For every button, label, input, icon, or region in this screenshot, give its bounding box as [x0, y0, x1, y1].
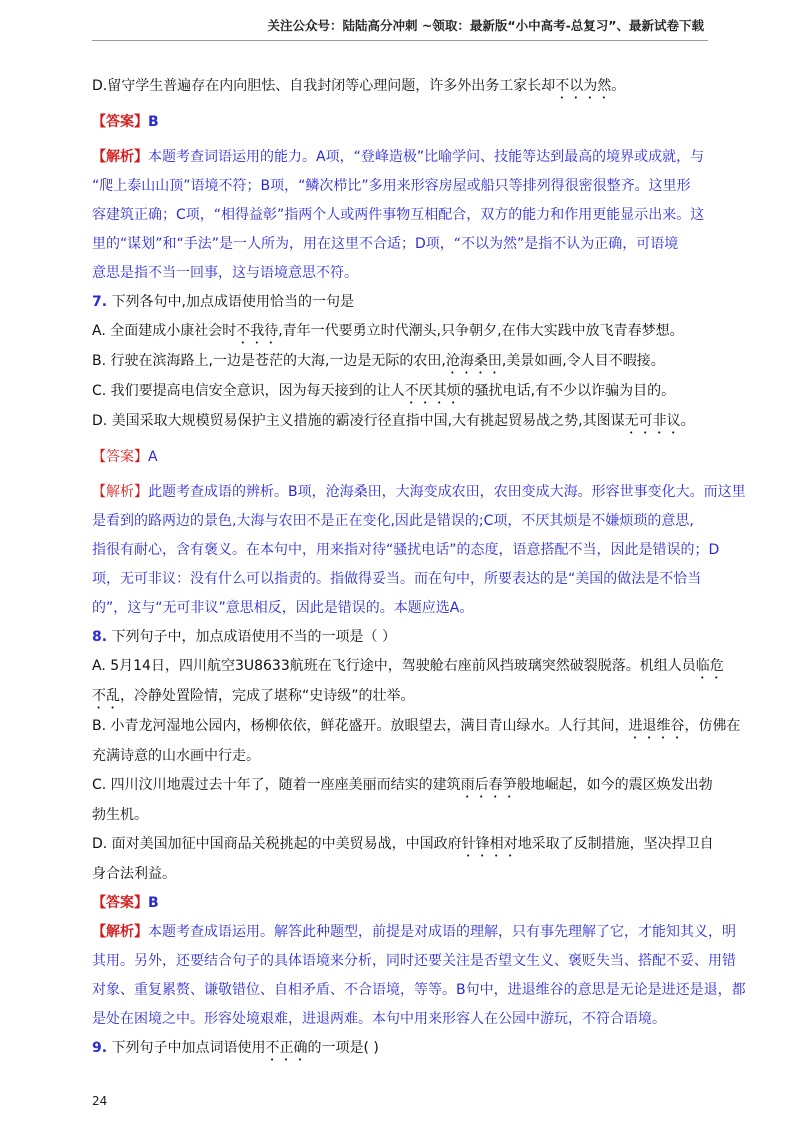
q6-analysis-line: 容建筑正确；C项，“相得益彰”指两个人或两件事物互相配合，双方的能力和作用更能显示出来。这: [92, 207, 705, 223]
document-body: [92, 72, 746, 1064]
q7-analysis-line: 【解析】此题考查成语的辨析。B项，沧海桑田，大海变成农田，农田变成大海。形容世事变化大。而这里: [92, 484, 746, 500]
q7-option-a: A. 全面建成小康社会时不我待,青年一代要勇立时代潮头,只争朝夕,在伟大实践中放飞青春梦想。: [92, 323, 684, 339]
dotted-idiom: 沧海桑田: [445, 353, 502, 369]
q6-analysis-line: 意思是指不当一回事，这与语境意思不符。: [92, 265, 358, 281]
dotted-idiom: 雨后春笋: [460, 777, 517, 793]
q9-stem: 9. 下列句子中加点词语使用不正确的一项是( ): [92, 1040, 379, 1056]
q7-analysis-line: 项，无可非议：没有什么可以指责的。指做得妥当。而在句中，所要表达的是“美国的做法是不恰当: [92, 571, 702, 587]
header-divider: [92, 40, 708, 41]
q8-option-a: A. 5月14日，四川航空3U8633航班在飞行途中，驾驶舱右座前风挡玻璃突然破裂脱落。机组人员临危: [92, 658, 724, 674]
q7-option-c: C. 我们要提高电信安全意识，因为每天接到的让人不厌其烦的骚扰电话,有不少以诈骗为目的。: [92, 383, 676, 399]
q8-analysis-line: 其用。另外，还要结合句子的具体语境来分析，同时还要关注是否望文生义、褒贬失当、搭配不妥、用错: [92, 953, 736, 969]
q7-analysis-line: 是看到的路两边的景色,大海与农田不是正在变化,因此是错误的;C项，不厌其烦是不嫌烦琐的意思,: [92, 513, 694, 529]
dotted-idiom: 进退维谷: [628, 718, 685, 734]
q7-option-d: D. 美国采取大规模贸易保护主义措施的霸凌行径直指中国,大有挑起贸易战之势,其图谋无可非议。: [92, 413, 695, 429]
q8-option-c-cont: 勃生机。: [92, 807, 148, 823]
q6-option-d: D.留守学生普遍存在内向胆怯、自我封闭等心理问题，许多外出务工家长却不以为然。: [92, 78, 626, 94]
dotted-word: 不正确: [265, 1040, 308, 1056]
q8-option-d-cont: 身合法利益。: [92, 866, 176, 882]
q7-option-b: B. 行驶在滨海路上,一边是苍茫的大海,一边是无际的农田,沧海桑田,美景如画,令人目不暇接。: [92, 353, 665, 369]
dotted-idiom: 不厌其烦: [404, 383, 461, 399]
q7-analysis-line: 的”，这与“无可非议”意思相反，因此是错误的。本题应选A。: [92, 600, 474, 616]
q8-analysis-line: 【解析】本题考查成语运用。解答此种题型，前提是对成语的理解，只有事先理解了它，才能知其义，明: [92, 924, 736, 940]
q8-option-b: B. 小青龙河湿地公园内，杨柳依依，鲜花盛开。放眼望去，满目青山绿水。人行其间，进退维谷，仿佛在: [92, 718, 741, 734]
q6-analysis-line: 【解析】本题考查词语运用的能力。A项，“登峰造极”比喻学问、技能等达到最高的境界或成就，与: [92, 149, 705, 165]
dotted-idiom: 不乱: [92, 688, 120, 704]
page-number: 24: [92, 1094, 108, 1108]
q6-answer: 【答案】B: [92, 114, 159, 130]
q7-answer: 【答案】A: [92, 449, 158, 465]
dotted-idiom: 不我待: [236, 323, 279, 339]
q8-option-b-cont: 充满诗意的山水画中行走。: [92, 748, 260, 764]
q8-option-c: C. 四川汶川地震过去十年了，随着一座座美丽而结实的建筑雨后春笋般地崛起，如今的震区焕发出勃: [92, 777, 713, 793]
q8-option-a-cont: 不乱，冷静处置险情，完成了堪称“史诗级”的壮举。: [92, 688, 415, 704]
q7-analysis-line: 指很有耐心，含有褒义。在本句中，用来指对待“骚扰电话”的态度，语意搭配不当，因此是错误的；D: [92, 542, 720, 558]
q6-analysis-line: “爬上泰山山顶”语境不符；B项，“鳞次栉比”多用来形容房屋或船只等排列得很密很整齐。这里形: [92, 178, 691, 194]
q8-analysis-line: 对象、重复累赘、谦敬错位、自相矛盾、不合语境，等等。B句中，进退维谷的意思是无论是进还是退，都: [92, 982, 746, 998]
q6-analysis-line: 里的“谋划”和“手法”是一人所为，用在这里不合适；D项，“不以为然”是指不认为正确，可语境: [92, 236, 679, 252]
dotted-idiom: 不以为然: [555, 78, 612, 94]
q8-analysis-line: 是处在困境之中。形容处境艰难，进退两难。本句中用来形容人在公园中游玩，不符合语境。: [92, 1011, 666, 1027]
q8-option-d: D. 面对美国加征中国商品关税挑起的中美贸易战，中国政府针锋相对地采取了反制措施，坚决捍卫自: [92, 836, 714, 852]
q8-answer: 【答案】B: [92, 895, 159, 911]
q8-stem: 8. 下列句子中，加点成语使用不当的一项是（ ）: [92, 629, 396, 645]
dotted-idiom: 无可非议: [624, 413, 681, 429]
dotted-idiom: 临危: [695, 658, 724, 674]
q7-stem: 7. 下列各句中,加点成语使用恰当的一句是: [92, 294, 354, 310]
page-header: 关注公众号：陆陆高分冲刺 ~领取：最新版“小中高考-总复习”、最新试卷下载: [267, 18, 704, 33]
dotted-idiom: 针锋相对: [461, 836, 518, 852]
